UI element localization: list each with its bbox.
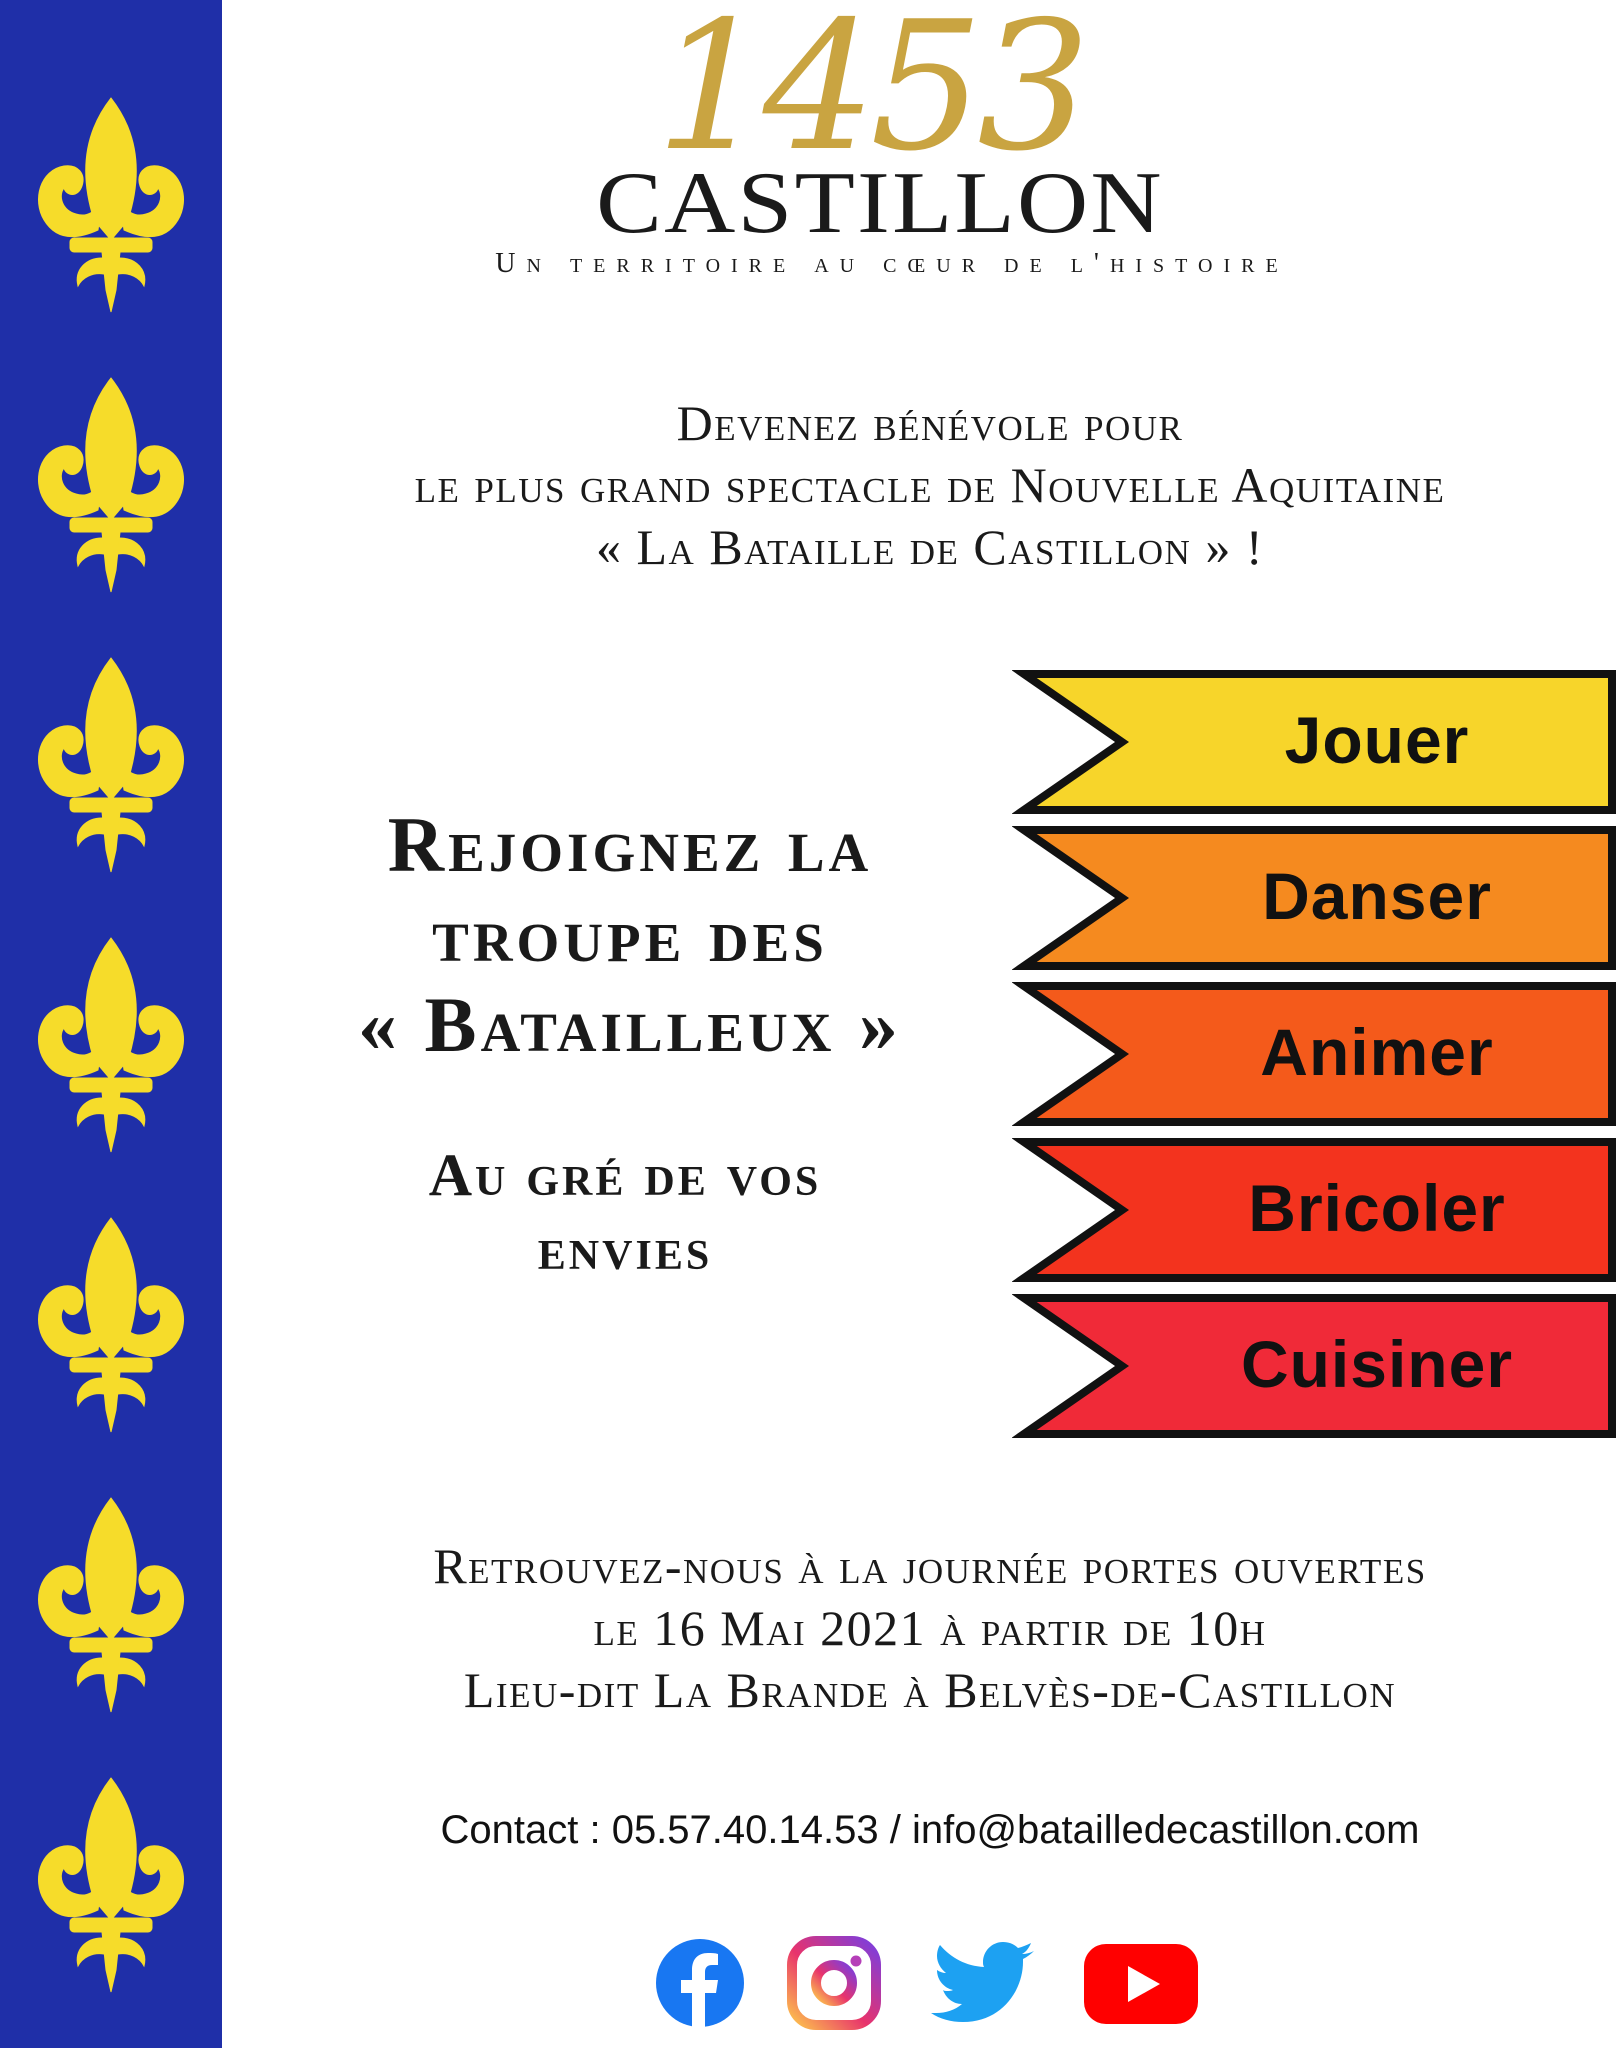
headline bbox=[260, 800, 1000, 1070]
fleur-de-lis-icon bbox=[16, 90, 206, 320]
ribbon-cuisiner bbox=[1012, 1294, 1620, 1444]
intro-line-2: le plus grand spectacle de Nouvelle Aquitaine bbox=[414, 457, 1446, 513]
ribbon-label: Danser bbox=[1262, 859, 1492, 933]
ribbon-animer bbox=[1012, 982, 1620, 1132]
fleur-de-lis-icon bbox=[16, 650, 206, 880]
headline-line-3: « Batailleux » bbox=[358, 981, 902, 1068]
fleur-de-lis-icon bbox=[16, 1770, 206, 2000]
contact-line: Contact : 05.57.40.14.53 / info@batailledecastillon.com bbox=[440, 1808, 1420, 1852]
open-days-line-1: Retrouvez-nous à la journée portes ouvertes bbox=[433, 1538, 1427, 1594]
facebook-icon[interactable] bbox=[652, 1935, 748, 2031]
subline-line-2: envies bbox=[537, 1216, 713, 1282]
intro-text bbox=[245, 392, 1615, 578]
fleur-de-lis-icon bbox=[16, 370, 206, 600]
headline-line-1: Rejoignez la bbox=[387, 801, 873, 888]
youtube-icon[interactable] bbox=[1082, 1942, 1178, 2038]
ribbon-bricoler bbox=[1012, 1138, 1620, 1288]
open-days-line-2: le 16 Mai 2021 à partir de 10h bbox=[593, 1600, 1267, 1656]
open-days-text bbox=[245, 1535, 1615, 1721]
intro-line-3: « La Bataille de Castillon » ! bbox=[596, 519, 1264, 575]
headline-line-2: troupe des bbox=[432, 891, 828, 978]
ribbon-label: Bricoler bbox=[1248, 1171, 1506, 1245]
ribbon-jouer bbox=[1012, 670, 1620, 820]
open-days-line-3: Lieu-dit La Brande à Belvès-de-Castillon bbox=[463, 1662, 1397, 1718]
logo-name: CASTILLON bbox=[596, 155, 1164, 252]
ribbon-danser bbox=[1012, 826, 1620, 976]
logo-tagline: Un territoire au cœur de l'histoire bbox=[495, 248, 1289, 279]
subline-line-1: Au gré de vos bbox=[428, 1142, 822, 1208]
instagram-icon[interactable] bbox=[786, 1935, 882, 2031]
logo-year: 1453 bbox=[655, 0, 1085, 190]
fleur-de-lis-icon bbox=[16, 1490, 206, 1720]
ribbon-label: Cuisiner bbox=[1240, 1327, 1514, 1401]
intro-line-1: Devenez bénévole pour bbox=[676, 395, 1184, 451]
royal-banner bbox=[0, 0, 222, 2048]
twitter-icon[interactable] bbox=[930, 1940, 1026, 2036]
fleur-de-lis-icon bbox=[16, 1210, 206, 1440]
subline bbox=[300, 1138, 950, 1286]
ribbon-label: Animer bbox=[1260, 1015, 1494, 1089]
fleur-de-lis-icon bbox=[16, 930, 206, 1160]
ribbon-label: Jouer bbox=[1284, 703, 1470, 777]
